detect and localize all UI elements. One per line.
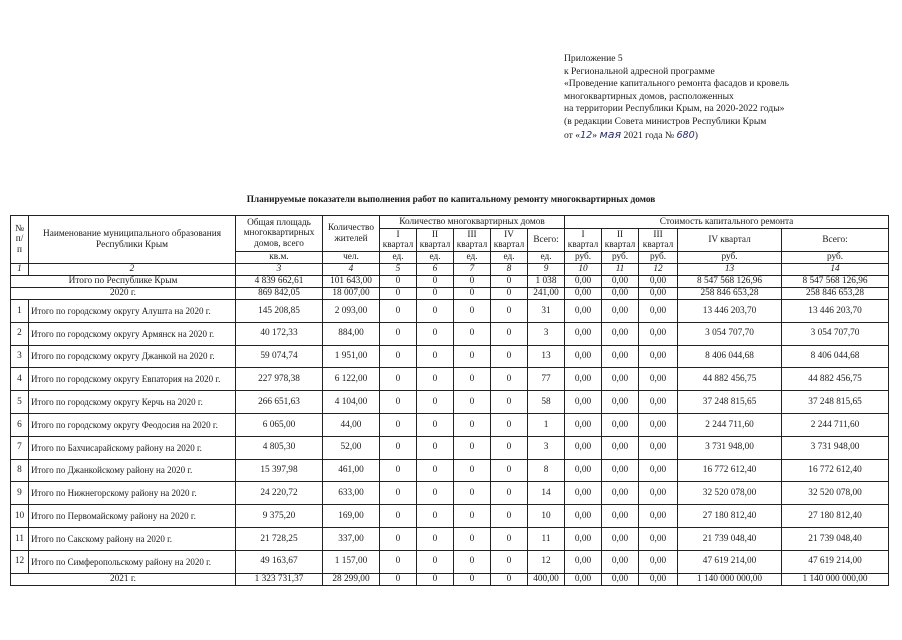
table-cell: 0,00	[639, 322, 678, 345]
total-cell: 0	[380, 276, 417, 288]
table-cell: 1 951,00	[323, 345, 380, 368]
table-cell: 0	[417, 322, 454, 345]
unit-cell: ед.	[380, 252, 417, 264]
table-cell: 0,00	[602, 322, 639, 345]
unit-cell: руб.	[782, 252, 889, 264]
municipality-name: Итого по Симферопольскому району на 2020 г.	[29, 550, 236, 573]
table-cell: 0	[454, 436, 491, 459]
row-number: 4	[11, 368, 29, 391]
table-cell: 266 651,63	[236, 391, 323, 414]
table-cell: 1 157,00	[323, 550, 380, 573]
table-cell: 2 244 711,60	[678, 413, 782, 436]
total-cell: 1 038	[528, 276, 565, 288]
table-cell: 0,00	[565, 413, 602, 436]
table-cell: 0	[417, 391, 454, 414]
table-cell: 0	[454, 482, 491, 505]
column-number: 14	[782, 264, 889, 276]
table-cell: 0,00	[602, 300, 639, 323]
table-cell: 0	[491, 300, 528, 323]
year-2021-cell: 1 140 000 000,00	[678, 573, 782, 585]
table-cell: 0,00	[639, 368, 678, 391]
table-cell: 0	[380, 345, 417, 368]
table-cell: 47 619 214,00	[782, 550, 889, 573]
table-cell: 0	[417, 413, 454, 436]
table-cell: 0,00	[602, 527, 639, 550]
year-2021-cell: 0,00	[602, 573, 639, 585]
year-2020-row	[11, 288, 889, 300]
table-cell: 0,00	[639, 459, 678, 482]
decree-year-text: 2021 года №	[621, 129, 677, 141]
column-number: 10	[565, 264, 602, 276]
table-cell: 0	[380, 391, 417, 414]
total-row	[11, 276, 889, 288]
table-cell: 0	[491, 368, 528, 391]
header-houses-group: Количество многоквартирных домов	[380, 216, 565, 229]
table-cell: 37 248 815,65	[678, 391, 782, 414]
table-cell: 0,00	[565, 550, 602, 573]
table-cell: 44,00	[323, 413, 380, 436]
table-row	[11, 482, 889, 505]
table-cell: 3 731 948,00	[782, 436, 889, 459]
total-cell: 0	[454, 276, 491, 288]
table-cell: 13 446 203,70	[782, 300, 889, 323]
table-cell: 0,00	[639, 413, 678, 436]
column-number: 5	[380, 264, 417, 276]
table-cell: 4 805,30	[236, 436, 323, 459]
column-number: 9	[528, 264, 565, 276]
year-2021-cell: 0	[417, 573, 454, 585]
table-cell: 0	[491, 391, 528, 414]
table-cell: 0	[380, 300, 417, 323]
table-cell: 0,00	[602, 368, 639, 391]
header-residents: Количество жителей	[323, 216, 380, 252]
table-cell: 0,00	[565, 482, 602, 505]
table-cell: 21 728,25	[236, 527, 323, 550]
row-number: 10	[11, 505, 29, 528]
table-cell: 0,00	[602, 505, 639, 528]
table-row	[11, 527, 889, 550]
table-cell: 0	[417, 345, 454, 368]
table-cell: 59 074,74	[236, 345, 323, 368]
table-cell: 12	[528, 550, 565, 573]
table-cell: 0	[417, 550, 454, 573]
table-cell: 0	[380, 527, 417, 550]
row-number: 1	[11, 300, 29, 323]
table-cell: 0	[491, 436, 528, 459]
header-houses-total: Всего:	[528, 229, 565, 252]
total-cell: 0	[417, 276, 454, 288]
year-2021-cell: 0,00	[639, 573, 678, 585]
table-cell: 145 208,85	[236, 300, 323, 323]
table-cell: 0	[380, 550, 417, 573]
column-number: 4	[323, 264, 380, 276]
table-row	[11, 322, 889, 345]
table-cell: 47 619 214,00	[678, 550, 782, 573]
table-cell: 13	[528, 345, 565, 368]
total-cell: 101 643,00	[323, 276, 380, 288]
table-cell: 0	[380, 322, 417, 345]
table-cell: 461,00	[323, 459, 380, 482]
table-cell: 6 065,00	[236, 413, 323, 436]
row-number: 8	[11, 459, 29, 482]
year-2020-cell: 18 007,00	[323, 288, 380, 300]
appendix-line: «Проведение капитального ремонта фасадов и кровель	[564, 78, 789, 90]
unit-cell: ед.	[417, 252, 454, 264]
unit-cell: чел.	[323, 252, 380, 264]
appendix-line: многоквартирных домов, расположенных	[564, 90, 734, 102]
total-cell: 8 547 568 126,96	[678, 276, 782, 288]
table-cell: 0	[380, 368, 417, 391]
table-cell: 337,00	[323, 527, 380, 550]
table-cell: 27 180 812,40	[678, 505, 782, 528]
column-number: 8	[491, 264, 528, 276]
header-cost-q1: I квартал	[565, 229, 602, 252]
municipality-name: Итого по городскому округу Феодосия на 2020 г.	[29, 413, 236, 436]
table-cell: 0,00	[639, 345, 678, 368]
header-houses-q2: II квартал	[417, 229, 454, 252]
table-cell: 0,00	[565, 368, 602, 391]
table-cell: 58	[528, 391, 565, 414]
table-cell: 0	[491, 527, 528, 550]
header-cost-q2: II квартал	[602, 229, 639, 252]
table-cell: 0	[454, 459, 491, 482]
year-2020-cell: 0	[417, 288, 454, 300]
header-num: № п/ п	[11, 216, 29, 264]
table-cell: 3 054 707,70	[678, 322, 782, 345]
table-cell: 0,00	[602, 345, 639, 368]
year-2021-cell: 0	[454, 573, 491, 585]
table-row	[11, 368, 889, 391]
handwritten-month: мая	[599, 127, 622, 141]
table-cell: 0,00	[602, 550, 639, 573]
table-cell: 6 122,00	[323, 368, 380, 391]
row-number: 12	[11, 550, 29, 573]
table-cell: 1	[528, 413, 565, 436]
table-cell: 44 882 456,75	[678, 368, 782, 391]
year-2020-cell: 869 842,05	[236, 288, 323, 300]
table-cell: 0,00	[565, 322, 602, 345]
row-number: 9	[11, 482, 29, 505]
table-cell: 884,00	[323, 322, 380, 345]
year-2020-cell: 0	[491, 288, 528, 300]
unit-cell: ед.	[454, 252, 491, 264]
table-cell: 27 180 812,40	[782, 505, 889, 528]
table-cell: 0	[491, 322, 528, 345]
table-cell: 0	[491, 345, 528, 368]
year-2020-cell: 241,00	[528, 288, 565, 300]
row-number: 7	[11, 436, 29, 459]
municipality-name: Итого по Нижнегорскому району на 2020 г.	[29, 482, 236, 505]
table-row	[11, 459, 889, 482]
header-houses-q4: IV квартал	[491, 229, 528, 252]
table-cell: 13 446 203,70	[678, 300, 782, 323]
table-cell: 21 739 048,40	[678, 527, 782, 550]
total-cell: 8 547 568 126,96	[782, 276, 889, 288]
unit-cell: руб.	[565, 252, 602, 264]
table-cell: 10	[528, 505, 565, 528]
table-cell: 24 220,72	[236, 482, 323, 505]
table-cell: 0	[380, 505, 417, 528]
table-cell: 0	[380, 482, 417, 505]
appendix-line: на территории Республики Крым, на 2020-2022 годы»	[564, 103, 785, 115]
municipality-name: Итого по Сакскому району на 2020 г.	[29, 527, 236, 550]
year-2021-cell: 0	[380, 573, 417, 585]
appendix-line: Приложение 5	[564, 53, 623, 64]
table-cell: 0	[491, 482, 528, 505]
year-2020-cell: 0,00	[602, 288, 639, 300]
table-cell: 16 772 612,40	[782, 459, 889, 482]
year-2021-cell: 28 299,00	[323, 573, 380, 585]
header-name: Наименование муниципального образования Республики Крым	[29, 216, 236, 264]
table-cell: 37 248 815,65	[782, 391, 889, 414]
total-cell: 0,00	[602, 276, 639, 288]
total-row-label: Итого по Республике Крым	[11, 276, 236, 288]
table-cell: 0,00	[639, 527, 678, 550]
year-2021-cell: 400,00	[528, 573, 565, 585]
row-number: 11	[11, 527, 29, 550]
table-cell: 0	[454, 413, 491, 436]
year-2020-cell: 0,00	[639, 288, 678, 300]
table-cell: 0,00	[565, 300, 602, 323]
table-cell: 21 739 048,40	[782, 527, 889, 550]
table-cell: 0	[380, 413, 417, 436]
table-cell: 0,00	[639, 391, 678, 414]
year-2021-row	[11, 573, 889, 585]
table-row	[11, 413, 889, 436]
column-number: 1	[11, 264, 29, 276]
table-cell: 0	[454, 550, 491, 573]
row-number: 3	[11, 345, 29, 368]
total-cell: 0,00	[639, 276, 678, 288]
document-title: Планируемые показатели выполнения работ по капитальному ремонту многоквартирных домов	[246, 195, 656, 205]
header-cost-group: Стоимость капитального ремонта	[565, 216, 889, 229]
year-2020-label: 2020 г.	[11, 288, 236, 300]
municipality-name: Итого по Джанкойскому району на 2020 г.	[29, 459, 236, 482]
table-cell: 0,00	[639, 550, 678, 573]
column-number: 7	[454, 264, 491, 276]
table-cell: 0	[454, 527, 491, 550]
municipality-name: Итого по Первомайскому району на 2020 г.	[29, 505, 236, 528]
year-2021-cell: 0	[491, 573, 528, 585]
table-cell: 2 093,00	[323, 300, 380, 323]
year-2020-cell: 0,00	[565, 288, 602, 300]
header-houses-q3: III квартал	[454, 229, 491, 252]
decree-date-line	[564, 129, 789, 143]
column-number: 2	[29, 264, 236, 276]
municipality-name: Итого по городскому округу Армянск на 2020 г.	[29, 322, 236, 345]
header-area: Общая площадь многоквартирных домов, всего	[236, 216, 323, 252]
column-number: 6	[417, 264, 454, 276]
year-2021-cell: 1 140 000 000,00	[782, 573, 889, 585]
table-cell: 0,00	[602, 482, 639, 505]
table-cell: 0	[491, 505, 528, 528]
table-cell: 16 772 612,40	[678, 459, 782, 482]
table-cell: 31	[528, 300, 565, 323]
year-2021-cell: 1 323 731,37	[236, 573, 323, 585]
municipality-name: Итого по городскому округу Керчь на 2020 г.	[29, 391, 236, 414]
table-cell: 32 520 078,00	[782, 482, 889, 505]
table-cell: 0	[454, 322, 491, 345]
table-cell: 0	[380, 459, 417, 482]
table-row	[11, 505, 889, 528]
table-row	[11, 300, 889, 323]
row-number: 2	[11, 322, 29, 345]
table-cell: 2 244 711,60	[782, 413, 889, 436]
municipality-name: Итого по Бахчисарайскому району на 2020 г.	[29, 436, 236, 459]
table-cell: 0	[417, 505, 454, 528]
unit-cell: ед.	[528, 252, 565, 264]
table-cell: 0,00	[602, 459, 639, 482]
unit-cell: ед.	[491, 252, 528, 264]
table-cell: 0,00	[565, 527, 602, 550]
municipality-name: Итого по городскому округу Джанкой на 2020 г.	[29, 345, 236, 368]
table-cell: 0,00	[602, 391, 639, 414]
table-cell: 0	[417, 368, 454, 391]
decree-date-prefix: от «	[564, 129, 581, 141]
table-row	[11, 345, 889, 368]
column-number: 11	[602, 264, 639, 276]
handwritten-day: 12	[580, 129, 593, 141]
table-cell: 3	[528, 322, 565, 345]
table-cell: 3	[528, 436, 565, 459]
table-cell: 0,00	[565, 436, 602, 459]
year-2020-cell: 258 846 653,28	[678, 288, 782, 300]
table-cell: 0	[454, 345, 491, 368]
table-cell: 52,00	[323, 436, 380, 459]
table-cell: 0,00	[565, 505, 602, 528]
table-cell: 0,00	[565, 459, 602, 482]
decree-date-suffix: )	[694, 129, 698, 141]
table-cell: 0	[417, 527, 454, 550]
table-cell: 0	[454, 300, 491, 323]
unit-cell: руб.	[639, 252, 678, 264]
header-houses-q1: I квартал	[380, 229, 417, 252]
column-number: 3	[236, 264, 323, 276]
table-cell: 0,00	[602, 436, 639, 459]
table-cell: 0	[417, 459, 454, 482]
table-cell: 4 104,00	[323, 391, 380, 414]
table-cell: 0,00	[602, 413, 639, 436]
appendix-line: (в редакции Совета министров Республики Крым	[564, 115, 767, 127]
header-cost-q3: III квартал	[639, 229, 678, 252]
table-cell: 49 163,67	[236, 550, 323, 573]
table-cell: 0,00	[639, 300, 678, 323]
table-cell: 0	[491, 550, 528, 573]
table-cell: 0,00	[639, 505, 678, 528]
table-cell: 9 375,20	[236, 505, 323, 528]
table-cell: 169,00	[323, 505, 380, 528]
table-cell: 0	[417, 436, 454, 459]
table-cell: 0	[454, 368, 491, 391]
row-number: 5	[11, 391, 29, 414]
header-cost-total: Всего:	[782, 229, 889, 252]
column-number: 12	[639, 264, 678, 276]
table-cell: 44 882 456,75	[782, 368, 889, 391]
table-cell: 0	[454, 391, 491, 414]
table-cell: 11	[528, 527, 565, 550]
table-cell: 0,00	[565, 345, 602, 368]
table-cell: 0,00	[639, 436, 678, 459]
total-cell: 4 839 662,61	[236, 276, 323, 288]
indicators-table	[10, 215, 889, 586]
unit-cell: руб.	[602, 252, 639, 264]
year-2020-cell: 0	[454, 288, 491, 300]
table-cell: 3 054 707,70	[782, 322, 889, 345]
year-2021-label: 2021 г.	[11, 573, 236, 585]
table-row	[11, 436, 889, 459]
table-cell: 0,00	[639, 482, 678, 505]
table-cell: 8	[528, 459, 565, 482]
table-cell: 0	[491, 459, 528, 482]
table-cell: 0	[380, 436, 417, 459]
unit-cell: руб.	[678, 252, 782, 264]
table-cell: 227 978,38	[236, 368, 323, 391]
appendix-line: к Региональной адресной программе	[564, 65, 715, 77]
appendix-block	[564, 53, 789, 142]
table-cell: 8 406 044,68	[782, 345, 889, 368]
table-cell: 0	[491, 413, 528, 436]
table-cell: 0	[454, 505, 491, 528]
year-2020-cell: 258 846 653,28	[782, 288, 889, 300]
header-cost-q4: IV квартал	[678, 229, 782, 252]
table-cell: 15 397,98	[236, 459, 323, 482]
table-row	[11, 550, 889, 573]
table-cell: 32 520 078,00	[678, 482, 782, 505]
total-cell: 0	[491, 276, 528, 288]
municipality-name: Итого по городскому округу Алушта на 2020 г.	[29, 300, 236, 323]
column-number: 13	[678, 264, 782, 276]
municipality-rows	[11, 300, 889, 574]
unit-cell: кв.м.	[236, 252, 323, 264]
row-number: 6	[11, 413, 29, 436]
table-cell: 633,00	[323, 482, 380, 505]
year-2021-cell: 0,00	[565, 573, 602, 585]
table-cell: 77	[528, 368, 565, 391]
table-cell: 0,00	[565, 391, 602, 414]
year-2020-cell: 0	[380, 288, 417, 300]
municipality-name: Итого по городскому округу Евпатория на 2020 г.	[29, 368, 236, 391]
table-cell: 3 731 948,00	[678, 436, 782, 459]
decree-date-mid: »	[592, 129, 600, 141]
handwritten-number: 680	[676, 129, 695, 141]
table-cell: 14	[528, 482, 565, 505]
table-cell: 0	[417, 482, 454, 505]
table-cell: 8 406 044,68	[678, 345, 782, 368]
total-cell: 0,00	[565, 276, 602, 288]
table-row	[11, 391, 889, 414]
table-cell: 0	[417, 300, 454, 323]
table-cell: 40 172,33	[236, 322, 323, 345]
